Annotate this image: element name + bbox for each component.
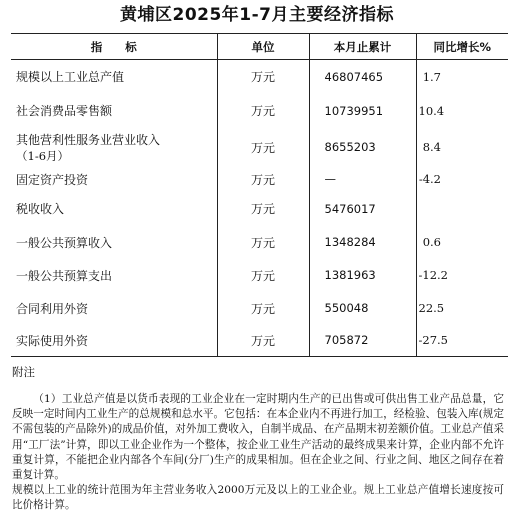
unit-cell: 万元	[217, 292, 309, 325]
unit-cell: 万元	[217, 325, 309, 357]
unit-cell: 万元	[217, 60, 309, 94]
indicator-cell	[11, 128, 217, 167]
note-scope: 规模以上工业的统计范围为年主营业务收入2000万元及以上的工业企业。规上工业总产值增长速度按可比价格计算。	[12, 484, 504, 512]
unit-cell: 万元	[217, 226, 309, 259]
table-row	[11, 94, 508, 128]
table-header-row	[11, 34, 508, 60]
value-cell: 5476017	[309, 192, 416, 226]
table-row	[11, 128, 508, 167]
economic-indicators-table	[11, 33, 508, 357]
yoy-cell: 1.7	[416, 60, 508, 94]
yoy-cell: 0.6	[416, 226, 508, 259]
indicator-cell: 合同利用外资	[16, 301, 89, 316]
value-cell: 10739951	[309, 94, 416, 128]
table-row	[11, 167, 508, 192]
header-cumulative: 本月止累计	[309, 34, 416, 60]
header-unit: 单位	[217, 34, 309, 60]
yoy-cell: 8.4	[416, 128, 508, 167]
indicator-cell: 税收收入	[16, 202, 65, 216]
table-row	[11, 192, 508, 226]
indicator-period-note: （1-6月）	[16, 148, 70, 163]
indicator-cell: 固定资产投资	[16, 172, 89, 187]
indicator-cell: 实际使用外资	[11, 325, 217, 357]
value-cell: 1381963	[309, 259, 416, 292]
indicator-cell: 社会消费品零售额	[16, 104, 113, 118]
table-row	[11, 325, 508, 357]
value-cell: 46807465	[309, 60, 416, 94]
indicator-cell: 一般公共预算支出	[16, 268, 113, 283]
yoy-cell: -27.5	[416, 325, 508, 357]
value-cell: 8655203	[309, 128, 416, 167]
unit-cell: 万元	[217, 259, 309, 292]
yoy-cell: -12.2	[416, 259, 508, 292]
indicator-cell: 一般公共预算收入	[16, 235, 113, 250]
header-yoy: 同比增长%	[416, 34, 508, 60]
notes-section	[12, 392, 504, 514]
yoy-cell	[416, 192, 508, 226]
unit-cell: 万元	[217, 167, 309, 192]
table-row	[11, 60, 508, 94]
value-cell: 705872	[309, 325, 416, 357]
yoy-cell: -4.2	[416, 167, 508, 192]
value-cell: —	[309, 167, 416, 192]
yoy-cell: 10.4	[416, 94, 508, 128]
table-row	[11, 259, 508, 292]
page-title: 黄埔区2025年1-7月主要经济指标	[119, 5, 395, 25]
header-indicator: 指 标	[11, 34, 217, 60]
table-row	[11, 292, 508, 325]
unit-cell: 万元	[217, 94, 309, 128]
notes-heading: 附注	[12, 365, 35, 379]
value-cell: 550048	[309, 292, 416, 325]
indicator-label: 其他营利性服务业营业收入	[16, 132, 161, 147]
yoy-cell: 22.5	[416, 292, 508, 325]
value-cell: 1348284	[309, 226, 416, 259]
table-row	[11, 226, 508, 259]
note-industrial-output: （1）工业总产值是以货币表现的工业企业在一定时期内生产的已出售或可供出售工业产品总量，它反映一定时间内工业生产的总规模和总水平。它包括：在本企业内不再进行加工，经检验、包装入库(规定不需包装的产品除外)的成品价值，对外加工费收入，自制半成品、在产品期末初差额价值。工业总产值采用“工厂法”计算，即以工业企业作为一个整体，按企业工业生产活动的最终成果来计算，企业内部不允许重复计算，不能把企业内部各个车间(分厂)生产的成果相加。但在企业之间、行业之间、地区之间存在着重复计算。	[12, 393, 504, 482]
unit-cell: 万元	[217, 192, 309, 226]
indicator-cell: 规模以上工业总产值	[16, 70, 125, 85]
unit-cell: 万元	[217, 128, 309, 167]
